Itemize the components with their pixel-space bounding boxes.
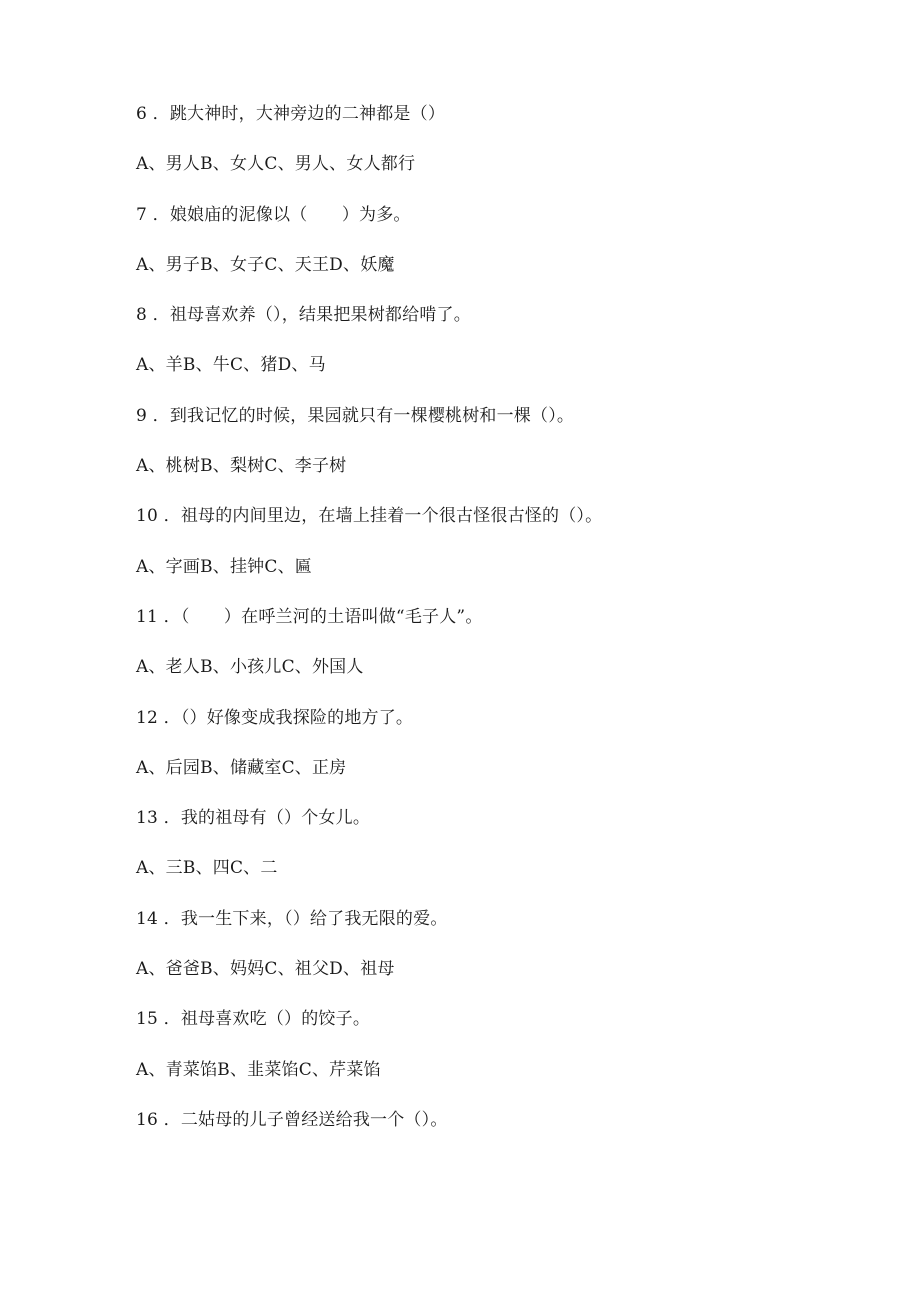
question-13: 13 ．我的祖母有（）个女儿。 (136, 808, 371, 829)
options-15: A、青菜馅B、韭菜馅C、芹菜馅 (136, 1059, 381, 1080)
question-8: 8 ．祖母喜欢养（），结果把果树都给啃了。 (136, 305, 471, 326)
question-7: 7 ．娘娘庙的泥像以（ ）为多。 (136, 204, 411, 225)
question-6: 6 ．跳大神时，大神旁边的二神都是（） (136, 104, 446, 124)
options-7: A、男子B、女子C、天王D、妖魔 (136, 254, 395, 275)
question-9: 9 ．到我记忆的时候，果园就只有一棵樱桃树和一棵（）。 (136, 405, 575, 426)
question-list (136, 101, 856, 1157)
question-12: 12 ．（）好像变成我探险的地方了。 (136, 707, 414, 728)
question-14: 14 ．我一生下来，（）给了我无限的爱。 (136, 908, 448, 929)
question-16: 16 ．二姑母的儿子曾经送给我一个（）。 (136, 1109, 448, 1130)
options-6: A、男人B、女人C、男人、女人都行 (136, 154, 416, 175)
options-14: A、爸爸B、妈妈C、祖父D、祖母 (136, 959, 395, 980)
options-10: A、字画B、挂钟C、匾 (136, 556, 312, 577)
options-13: A、三B、四C、二 (136, 858, 278, 879)
options-8: A、羊B、牛C、猪D、马 (136, 355, 326, 376)
options-11: A、老人B、小孩儿C、外国人 (136, 657, 364, 678)
options-12: A、后园B、储藏室C、正房 (136, 757, 347, 778)
question-15: 15 ．祖母喜欢吃（）的饺子。 (136, 1009, 371, 1030)
options-9: A、桃树B、梨树C、李子树 (136, 456, 347, 477)
question-11: 11 ．（ ）在呼兰河的土语叫做“毛子人”。 (136, 606, 483, 627)
question-10: 10 ．祖母的内间里边，在墙上挂着一个很古怪很古怪的（）。 (136, 506, 603, 527)
